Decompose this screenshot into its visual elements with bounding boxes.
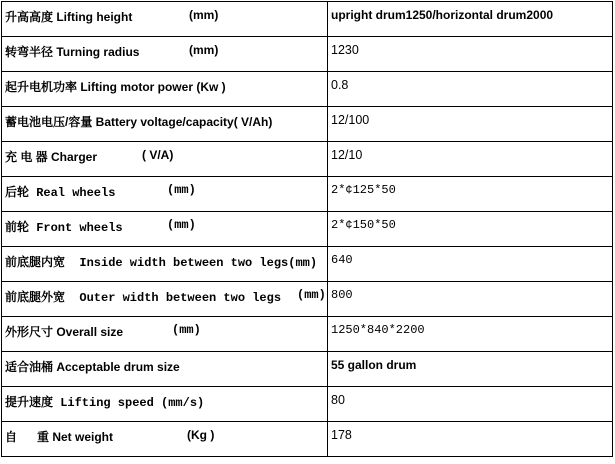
spec-value: 12/100 — [331, 113, 370, 127]
spec-value: 640 — [331, 253, 353, 267]
table-row — [2, 352, 612, 387]
spec-label: 升高高度 Lifting height — [5, 10, 133, 24]
spec-value: 178 — [331, 428, 352, 442]
spec-unit: ( V/A) — [142, 148, 174, 162]
spec-value: 55 gallon drum — [331, 358, 417, 372]
spec-value: 2*¢125*50 — [331, 183, 396, 197]
spec-table — [1, 1, 613, 457]
spec-value: 2*¢150*50 — [331, 218, 396, 232]
spec-unit: (mm) — [189, 43, 219, 57]
spec-value: 1250*840*2200 — [331, 323, 425, 337]
spec-label: 后轮 Real wheels — [5, 186, 116, 200]
spec-label: 充 电 器 Charger — [5, 150, 98, 164]
table-row — [2, 2, 612, 37]
spec-unit: (mm) — [167, 218, 196, 232]
spec-label: 适合油桶 Acceptable drum size — [5, 360, 180, 374]
spec-value: 80 — [331, 393, 345, 407]
table-row — [2, 177, 612, 212]
spec-label: 提升速度 Lifting speed (mm/s) — [5, 396, 205, 410]
table-row — [2, 72, 612, 107]
table-row — [2, 247, 612, 282]
spec-value: 0.8 — [331, 78, 349, 92]
spec-label: 自 重 Net weight — [5, 430, 114, 444]
spec-label: 蓄电池电压/容量 Battery voltage/capacity( V/Ah) — [5, 115, 273, 129]
table-row — [2, 282, 612, 317]
table-row — [2, 107, 612, 142]
spec-unit: (mm) — [167, 183, 196, 197]
spec-label: 转弯半径 Turning radius — [5, 45, 140, 59]
table-row — [2, 422, 612, 457]
spec-label: 前底腿外宽 Outer width between two legs — [5, 291, 282, 305]
spec-unit: (mm) — [189, 8, 219, 22]
spec-label: 前底腿内宽 Inside width between two legs(mm) — [5, 256, 318, 270]
table-row — [2, 37, 612, 72]
spec-unit: (mm) — [297, 288, 326, 302]
spec-value: 12/10 — [331, 148, 363, 162]
table-row — [2, 212, 612, 247]
spec-unit: (Kg ) — [187, 428, 215, 442]
spec-value: upright drum1250/horizontal drum2000 — [331, 8, 554, 22]
table-row — [2, 142, 612, 177]
spec-label: 起升电机功率 Lifting motor power (Kw ) — [5, 80, 226, 94]
spec-label: 前轮 Front wheels — [5, 221, 123, 235]
table-row — [2, 317, 612, 352]
spec-label: 外形尺寸 Overall size — [5, 325, 124, 339]
spec-value: 1230 — [331, 43, 359, 57]
spec-value: 800 — [331, 288, 353, 302]
table-row — [2, 387, 612, 422]
spec-unit: (mm) — [172, 323, 201, 337]
